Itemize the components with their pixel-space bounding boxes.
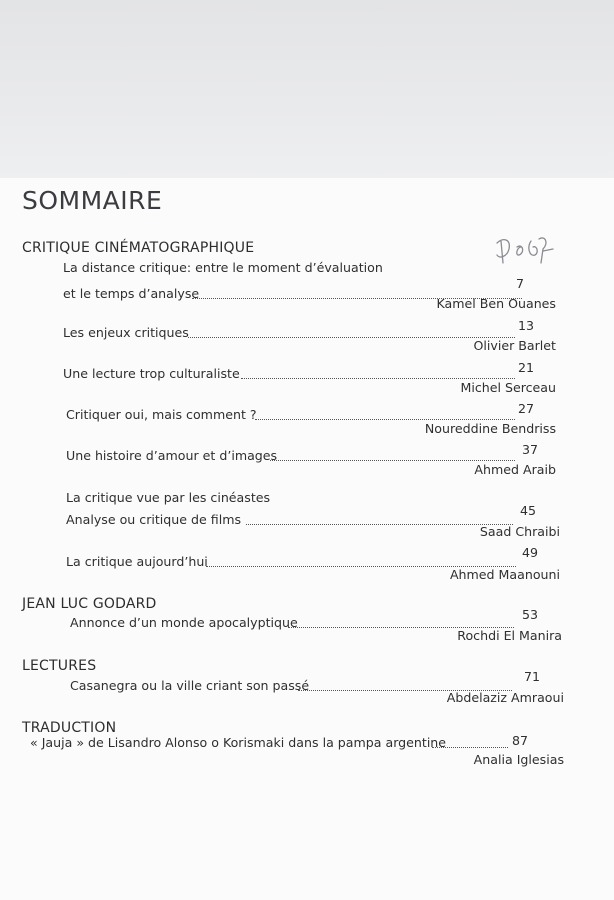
page-number: 27 [517, 401, 534, 416]
page-top-band [0, 0, 614, 178]
entry-title: Les enjeux critiques [63, 325, 189, 340]
section-heading-traduction: TRADUCTION [22, 720, 117, 736]
page-title: SOMMAIRE [22, 186, 163, 215]
entry-title: et le temps d’analyse [63, 286, 200, 301]
author-name: Ahmed Araib [474, 462, 556, 477]
author-name: Michel Serceau [460, 380, 556, 395]
page-number: 53 [521, 607, 538, 622]
author-name: Rochdi El Manira [457, 628, 562, 643]
page-number: 87 [511, 733, 528, 748]
section-heading-lectures: LECTURES [22, 658, 97, 674]
author-name: Abdelaziz Amraoui [446, 690, 564, 705]
entry-title: Annonce d’un monde apocalyptique [70, 615, 298, 630]
entry-title: La critique aujourd’hui [66, 554, 208, 569]
section-heading-critique: CRITIQUE CINÉMATOGRAPHIQUE [22, 240, 255, 256]
handwritten-signature [493, 233, 563, 267]
author-name: Ahmed Maanouni [449, 567, 560, 582]
page-number: 49 [521, 545, 538, 560]
entry-title: Analyse ou critique de films [66, 512, 242, 527]
author-name: Olivier Barlet [473, 338, 556, 353]
page-number: 45 [519, 503, 536, 518]
dot-leader [241, 378, 515, 379]
entry-title: La distance critique: entre le moment d’évaluation [63, 260, 383, 275]
dot-leader [270, 460, 515, 461]
section-heading-godard: JEAN LUC GODARD [22, 596, 157, 612]
entry-title: Une histoire d’amour et d’images [66, 448, 278, 463]
entry-title: Une lecture trop culturaliste [63, 366, 240, 381]
entry-title: Critiquer oui, mais comment ? [66, 407, 257, 422]
dot-leader [255, 419, 515, 420]
author-name: Analia Iglesias [473, 752, 564, 767]
page-number: 71 [523, 669, 540, 684]
author-name: Noureddine Bendriss [424, 421, 556, 436]
author-name: Saad Chraibi [479, 524, 560, 539]
page-number: 21 [517, 360, 534, 375]
entry-title: Casanegra ou la ville criant son passé [70, 678, 310, 693]
page-number: 37 [521, 442, 538, 457]
author-name: Kamel Ben Ouanes [436, 296, 556, 311]
page-number: 13 [517, 318, 534, 333]
page-number: 7 [515, 276, 524, 291]
entry-title: La critique vue par les cinéastes [66, 490, 271, 505]
entry-title: « Jauja » de Lisandro Alonso o Korismaki dans la pampa argentine [30, 735, 447, 750]
